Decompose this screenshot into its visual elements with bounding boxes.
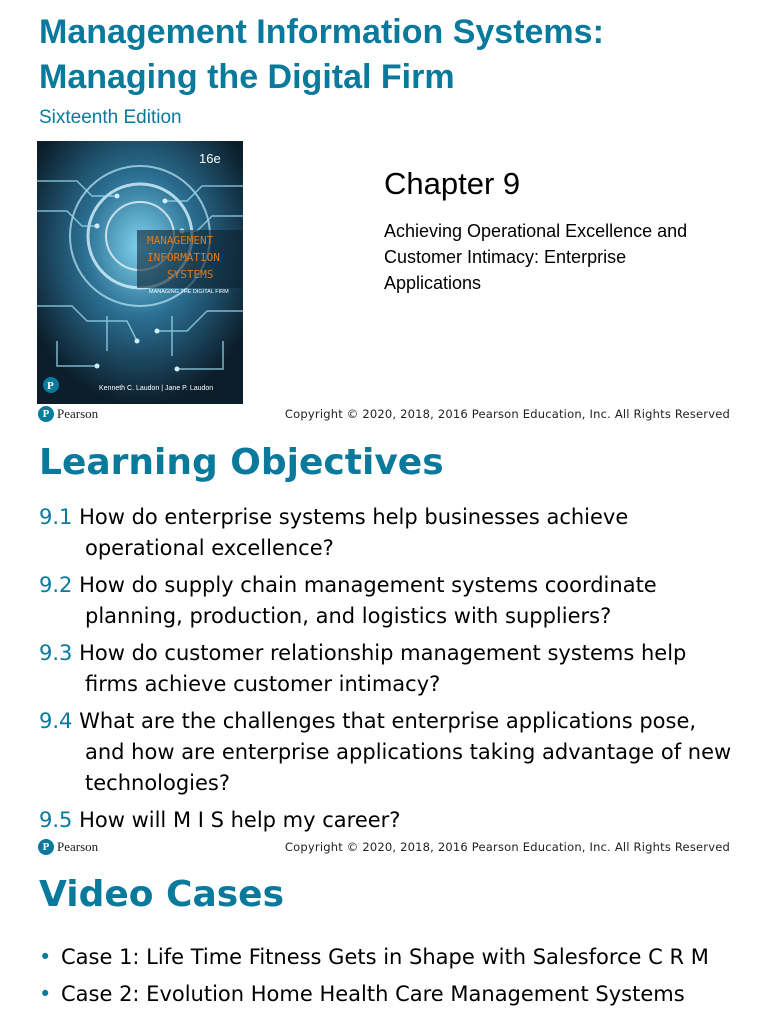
pearson-wordmark: Pearson	[57, 406, 99, 421]
copyright-notice: Copyright © 2020, 2018, 2016 Pearson Education, Inc. All Rights Reserved	[284, 840, 730, 854]
pearson-logo	[38, 406, 98, 422]
cover-title-line3: SYSTEMS	[167, 268, 214, 281]
bullet-icon: •	[39, 945, 52, 969]
objective-item	[39, 638, 739, 700]
slide-title: Video Cases	[39, 874, 285, 915]
video-cases-list	[39, 942, 739, 1016]
objective-text: How do customer relationship management systems help firms achieve customer intimacy?	[79, 641, 687, 696]
learning-objectives-slide	[0, 432, 768, 864]
copyright-notice: Copyright © 2020, 2018, 2016 Pearson Education, Inc. All Rights Reserved	[284, 407, 730, 421]
objective-number: 9.3	[39, 641, 73, 665]
video-cases-slide	[0, 864, 768, 1024]
book-title	[39, 10, 759, 100]
cover-edition-tag: 16e	[199, 151, 221, 166]
objective-item	[39, 805, 739, 836]
objective-number: 9.1	[39, 505, 73, 529]
objective-number: 9.5	[39, 808, 73, 832]
circuit-art	[37, 141, 243, 404]
objective-text: How do enterprise systems help businesses achieve operational excellence?	[79, 505, 629, 560]
cover-subtitle: MANAGING THE DIGITAL FIRM	[149, 289, 229, 295]
objective-number: 9.2	[39, 573, 73, 597]
title-slide	[0, 0, 768, 432]
objective-text: What are the challenges that enterprise applications pose, and how are enterprise applications taking advantage of new technologies?	[79, 709, 732, 795]
chapter-number: Chapter 9	[384, 166, 521, 201]
objective-item	[39, 706, 739, 799]
pearson-wordmark: Pearson	[57, 839, 99, 854]
bullet-icon: •	[39, 982, 52, 1006]
pearson-p-icon: P	[38, 406, 54, 422]
slide-footer	[0, 404, 768, 426]
cover-title-line2: INFORMATION	[147, 251, 220, 264]
video-case-item	[39, 942, 739, 973]
cover-authors: Kenneth C. Laudon | Jane P. Laudon	[99, 385, 214, 392]
objectives-list	[39, 502, 739, 842]
objective-item	[39, 570, 739, 632]
pearson-p-icon: P	[38, 839, 54, 855]
objective-text: How will M I S help my career?	[79, 808, 401, 832]
objective-text: How do supply chain management systems coordinate planning, production, and logistics with suppliers?	[79, 573, 657, 628]
video-case-text: Case 1: Life Time Fitness Gets in Shape with Salesforce C R M	[61, 945, 709, 969]
book-title-line1: Management Information Systems:	[39, 13, 604, 51]
cover-title-line1: MANAGEMENT	[147, 234, 214, 247]
slide-footer	[0, 837, 768, 859]
slide-title: Learning Objectives	[39, 442, 444, 483]
edition-label: Sixteenth Edition	[39, 107, 182, 128]
objective-number: 9.4	[39, 709, 73, 733]
book-cover-image	[37, 141, 243, 404]
svg-text:P: P	[47, 380, 54, 392]
pearson-logo	[38, 839, 98, 855]
video-case-item	[39, 979, 739, 1010]
chapter-subtitle: Achieving Operational Excellence and Customer Intimacy: Enterprise Applications	[384, 221, 688, 293]
video-case-text: Case 2: Evolution Home Health Care Management Systems	[61, 982, 685, 1006]
book-title-line2: Managing the Digital Firm	[39, 58, 455, 96]
objective-item	[39, 502, 739, 564]
